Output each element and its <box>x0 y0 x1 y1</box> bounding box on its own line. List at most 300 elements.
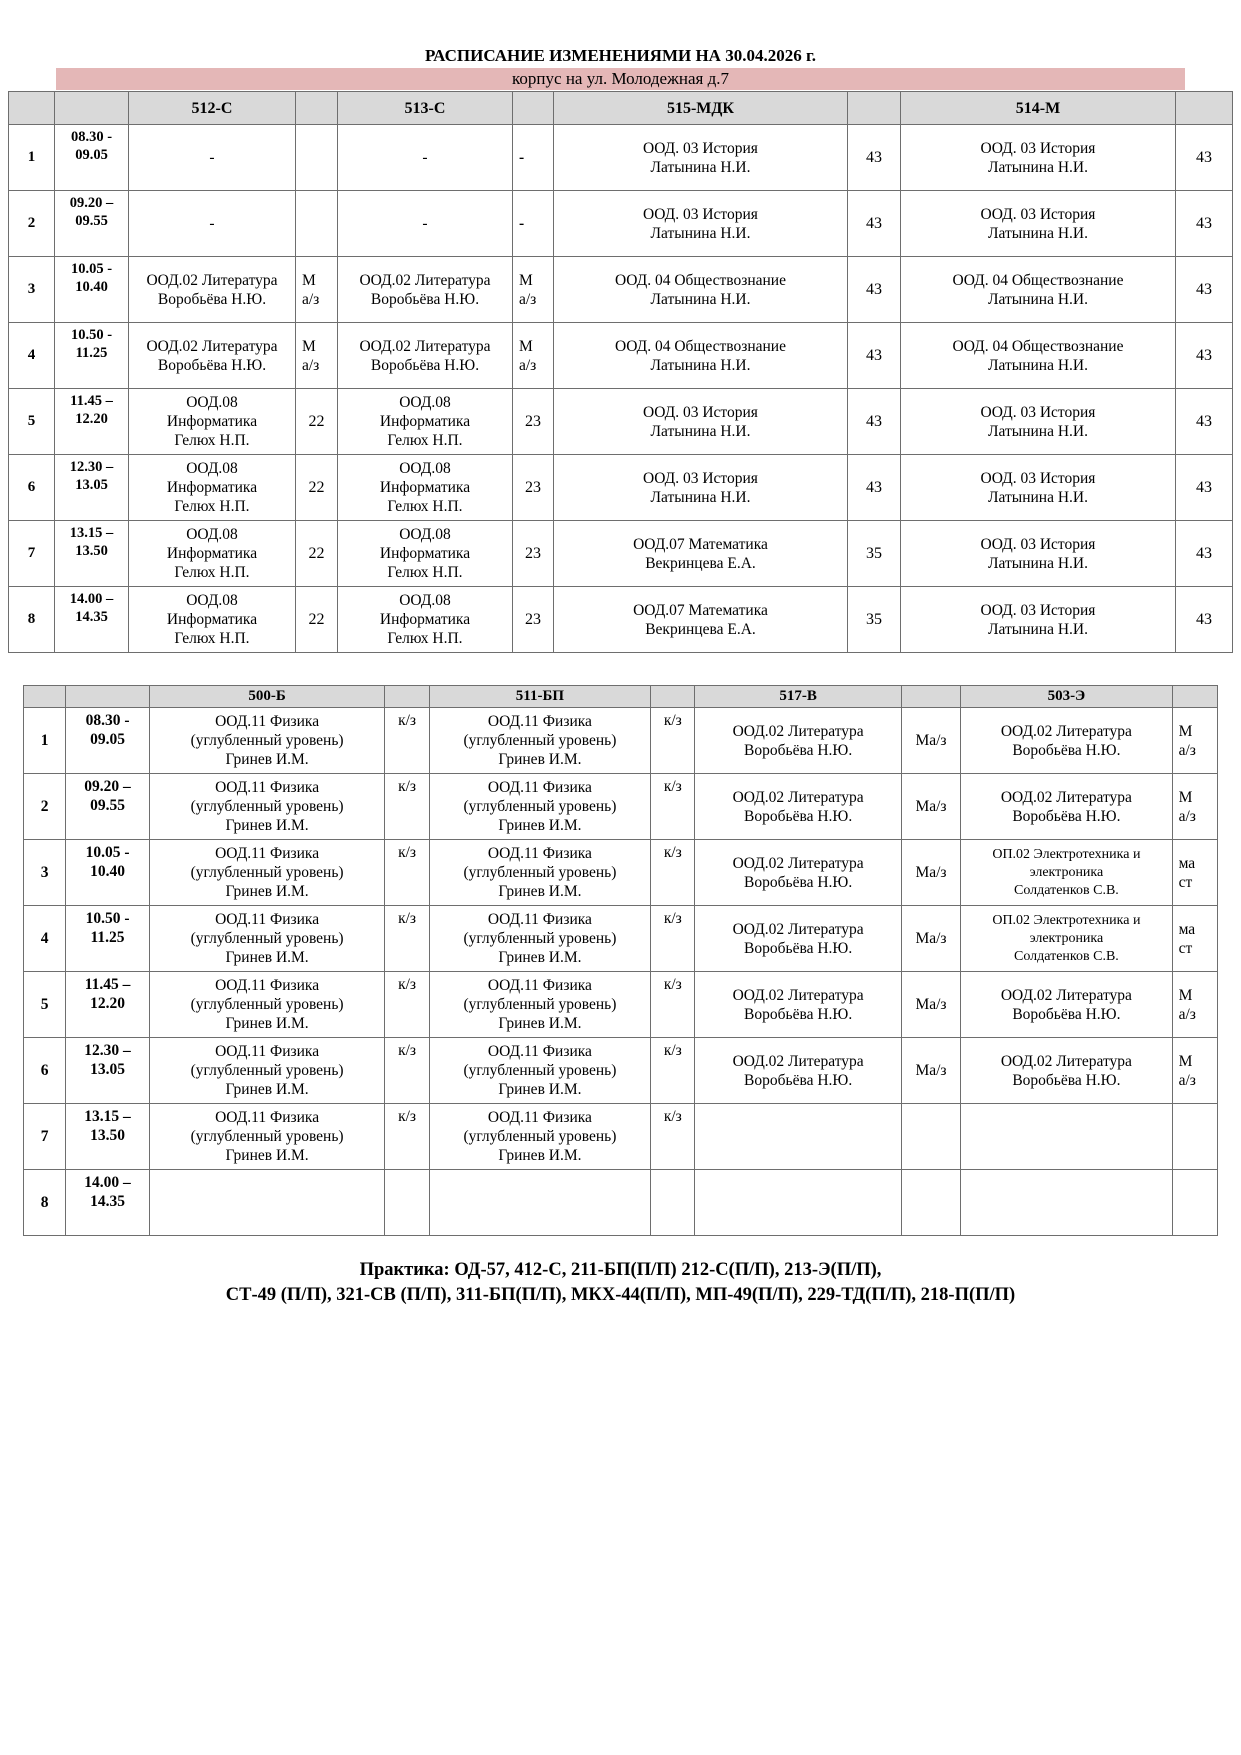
room-line: 43 <box>866 479 882 496</box>
subject-line: (углубленный уровень) <box>190 798 344 815</box>
subject-cell <box>695 840 901 906</box>
room-cell <box>651 906 695 972</box>
group-header: 513-С <box>338 92 513 125</box>
lesson-time <box>66 972 150 1038</box>
time-line: 11.25 <box>75 345 108 361</box>
lesson-number: 6 <box>24 1038 66 1104</box>
subject-line: (углубленный уровень) <box>463 1062 617 1079</box>
room-line: М <box>1178 1052 1193 1070</box>
room-cell <box>296 521 338 587</box>
subject-cell <box>695 972 901 1038</box>
room-line: Ма/з <box>915 996 947 1013</box>
subject-cell <box>129 521 296 587</box>
time-line: 14.35 <box>90 1193 125 1210</box>
subject-line: Гринев И.М. <box>498 949 582 966</box>
room-line: а/з <box>1178 1005 1196 1023</box>
lesson-time <box>55 587 129 653</box>
lesson-number: 5 <box>24 972 66 1038</box>
room-cell <box>848 125 901 191</box>
room-cell <box>385 906 429 972</box>
time-line: 08.30 - <box>85 712 130 729</box>
subject-line: Гелюх Н.П. <box>387 564 463 581</box>
subject-cell <box>149 708 385 774</box>
table-row <box>24 840 1218 906</box>
table-row <box>9 587 1233 653</box>
subject-cell <box>338 455 513 521</box>
subject-cell <box>554 191 848 257</box>
subject-line: Гринев И.М. <box>498 1015 582 1032</box>
room-line: М <box>1178 986 1193 1004</box>
subject-line: Латынина Н.И. <box>650 488 751 506</box>
room-line: 22 <box>308 413 325 430</box>
subject-cell <box>961 972 1172 1038</box>
subject-line: Гринев И.М. <box>225 817 309 834</box>
room-cell <box>651 1104 695 1170</box>
room-cell <box>901 972 960 1038</box>
subject-line: Гелюх Н.П. <box>174 630 250 647</box>
header-room-cell <box>901 686 960 708</box>
subject-line: Воробьёва Н.Ю. <box>1012 1071 1121 1089</box>
subject-cell <box>149 1104 385 1170</box>
header-num-cell <box>9 92 55 125</box>
subject-line: ООД.11 Физика <box>487 911 592 928</box>
room-line: 43 <box>1196 149 1212 166</box>
subject-cell <box>149 840 385 906</box>
subject-line: ООД.02 Литература <box>732 920 864 938</box>
room-cell <box>1176 521 1233 587</box>
subject-line: (углубленный уровень) <box>463 732 617 749</box>
table-row <box>24 774 1218 840</box>
subject-line: ООД. 03 История <box>980 403 1096 421</box>
room-line: М <box>519 271 533 289</box>
subject-cell <box>695 1038 901 1104</box>
header-room-cell <box>1172 686 1217 708</box>
room-cell <box>848 257 901 323</box>
room-line: к/з <box>398 778 417 795</box>
lesson-time <box>55 455 129 521</box>
room-cell <box>1172 1038 1217 1104</box>
room-cell <box>385 1170 429 1236</box>
subject-line: Гринев И.М. <box>225 1147 309 1164</box>
room-cell <box>385 1038 429 1104</box>
table-row <box>24 906 1218 972</box>
subject-line: ООД.08 <box>399 394 451 411</box>
lesson-time <box>66 906 150 972</box>
table-row <box>24 708 1218 774</box>
subject-cell <box>901 389 1176 455</box>
header-room-cell <box>513 92 554 125</box>
subject-line: Гелюх Н.П. <box>387 432 463 449</box>
room-line: 43 <box>866 347 882 364</box>
subject-line: Воробьёва Н.Ю. <box>370 290 480 308</box>
subject-line: Латынина Н.И. <box>650 422 751 440</box>
subject-line: ООД.11 Физика <box>487 845 592 862</box>
subject-line: ООД. 04 Обществознание <box>615 271 786 289</box>
subject-line: (углубленный уровень) <box>463 1128 617 1145</box>
subject-line: Гринев И.М. <box>498 751 582 768</box>
subject-line: ООД.11 Физика <box>487 779 592 796</box>
subject-line: Гелюх Н.П. <box>387 498 463 515</box>
subject-line: Гринев И.М. <box>225 1015 309 1032</box>
time-line: 12.20 <box>90 995 125 1012</box>
subject-cell <box>695 708 901 774</box>
group-header: 503-Э <box>961 686 1172 708</box>
lesson-number: 6 <box>9 455 55 521</box>
room-line: М <box>519 337 533 355</box>
subject-line: ООД.08 <box>399 592 451 609</box>
room-cell <box>513 455 554 521</box>
subject-line: Гелюх Н.П. <box>174 432 250 449</box>
room-line: 43 <box>1196 479 1212 496</box>
room-cell <box>1176 389 1233 455</box>
subject-cell <box>429 774 650 840</box>
subject-line: ОП.02 Электротехника и <box>992 912 1141 928</box>
room-cell <box>1172 1104 1217 1170</box>
subject-line: ООД.02 Литература <box>146 337 278 355</box>
schedule-table-2 <box>23 685 1218 1236</box>
subject-line: Воробьёва Н.Ю. <box>157 290 267 308</box>
subject-line: ООД.02 Литература <box>359 271 491 289</box>
room-cell <box>385 774 429 840</box>
subject-line: ООД.11 Физика <box>487 977 592 994</box>
subject-line: Гелюх Н.П. <box>174 498 250 515</box>
subject-line: Гринев И.М. <box>498 1081 582 1098</box>
room-line: 35 <box>866 611 882 628</box>
room-cell <box>1176 125 1233 191</box>
subject-line: Воробьёва Н.Ю. <box>744 1005 853 1023</box>
table-row <box>9 323 1233 389</box>
subject-line: Латынина Н.И. <box>650 224 751 242</box>
subject-line: ООД.11 Физика <box>215 845 320 862</box>
time-line: 10.40 <box>75 279 108 295</box>
subject-line: ООД. 03 История <box>643 205 758 223</box>
table-row <box>24 972 1218 1038</box>
time-line: 10.50 - <box>70 327 113 343</box>
room-cell <box>513 521 554 587</box>
subject-line: ООД.11 Физика <box>215 977 320 994</box>
room-line: к/з <box>398 1042 417 1059</box>
table-row <box>9 257 1233 323</box>
subject-line: (углубленный уровень) <box>463 930 617 947</box>
subject-cell <box>901 587 1176 653</box>
room-cell <box>385 1104 429 1170</box>
subject-line: Векринцева Е.А. <box>645 554 756 572</box>
lesson-number: 3 <box>9 257 55 323</box>
subject-line: Воробьёва Н.Ю. <box>157 356 267 374</box>
subject-line: (углубленный уровень) <box>463 864 617 881</box>
room-cell <box>1176 455 1233 521</box>
time-line: 10.05 - <box>70 261 113 277</box>
group-header: 511-БП <box>429 686 650 708</box>
room-cell <box>651 1038 695 1104</box>
subject-line: Воробьёва Н.Ю. <box>1012 807 1121 825</box>
subject-cell <box>961 774 1172 840</box>
room-line: 23 <box>525 479 541 496</box>
lesson-number: 5 <box>9 389 55 455</box>
subject-line: Гринев И.М. <box>225 883 309 900</box>
subject-line: ООД.02 Литература <box>732 722 864 740</box>
lesson-time <box>66 774 150 840</box>
subject-cell <box>338 323 513 389</box>
subject-line: ОП.02 Электротехника и <box>992 846 1141 862</box>
subject-line: ООД.11 Физика <box>487 1109 592 1126</box>
time-line: 13.15 – <box>69 525 114 541</box>
lesson-number: 2 <box>9 191 55 257</box>
room-line: Ма/з <box>915 732 947 749</box>
lesson-time <box>66 1038 150 1104</box>
room-line: - <box>519 215 525 232</box>
room-cell <box>513 389 554 455</box>
room-line: к/з <box>398 1108 417 1125</box>
subject-line: Воробьёва Н.Ю. <box>1012 741 1121 759</box>
room-cell <box>513 125 554 191</box>
subject-line: ООД.08 <box>186 526 238 543</box>
subject-cell <box>149 1170 385 1236</box>
subject-cell <box>429 1170 650 1236</box>
room-cell <box>296 455 338 521</box>
lesson-number: 4 <box>24 906 66 972</box>
time-line: 13.15 – <box>84 1108 131 1125</box>
lesson-number: 3 <box>24 840 66 906</box>
time-line: 09.55 <box>90 797 125 814</box>
group-header: 514-М <box>901 92 1176 125</box>
room-line: 35 <box>866 545 882 562</box>
time-line: 13.05 <box>75 477 108 493</box>
time-line: 09.20 – <box>69 195 114 211</box>
lesson-time <box>55 323 129 389</box>
subject-line: ООД.02 Литература <box>732 1052 864 1070</box>
room-line: к/з <box>663 976 682 993</box>
subject-line: Латынина Н.И. <box>988 158 1088 176</box>
room-cell <box>513 587 554 653</box>
table-header-row <box>24 686 1218 708</box>
room-line: к/з <box>398 976 417 993</box>
room-line: а/з <box>302 356 320 374</box>
subject-cell <box>429 708 650 774</box>
room-cell <box>848 191 901 257</box>
lesson-number: 7 <box>9 521 55 587</box>
subject-line: - <box>422 215 428 232</box>
subject-cell <box>129 257 296 323</box>
room-cell <box>385 840 429 906</box>
time-line: 13.50 <box>75 543 108 559</box>
time-line: 10.05 - <box>85 844 130 861</box>
subject-line: ООД.02 Литература <box>359 337 491 355</box>
room-line: 23 <box>525 413 541 430</box>
subject-cell <box>695 1104 901 1170</box>
room-cell <box>1172 1170 1217 1236</box>
subject-cell <box>695 1170 901 1236</box>
room-cell <box>651 840 695 906</box>
room-line: Ма/з <box>915 930 947 947</box>
subject-line: Информатика <box>379 413 471 430</box>
subject-line: ООД.11 Физика <box>215 713 320 730</box>
room-line: М <box>1178 722 1193 740</box>
subject-line: - <box>209 215 215 232</box>
practice-line-1: Практика: ОД-57, 412-С, 211-БП(П/П) 212-С(П/П), 213-Э(П/П), <box>359 1260 882 1280</box>
subject-line: Гринев И.М. <box>498 1147 582 1164</box>
header-room-cell <box>848 92 901 125</box>
subject-cell <box>149 774 385 840</box>
room-cell <box>651 774 695 840</box>
subject-line: ООД.11 Физика <box>215 1043 320 1060</box>
subject-cell <box>961 840 1172 906</box>
subject-cell <box>901 191 1176 257</box>
subject-line: ООД. 03 История <box>643 469 758 487</box>
lesson-time <box>66 840 150 906</box>
subject-line: ООД.11 Физика <box>215 779 320 796</box>
table-row <box>24 1104 1218 1170</box>
room-line: к/з <box>663 1042 682 1059</box>
subject-line: ООД. 03 История <box>980 205 1096 223</box>
lesson-time <box>55 257 129 323</box>
subject-line: ООД. 03 История <box>643 139 758 157</box>
header-room-cell <box>385 686 429 708</box>
subject-line: Воробьёва Н.Ю. <box>744 741 853 759</box>
subject-cell <box>901 323 1176 389</box>
room-line: ма <box>1178 854 1196 872</box>
group-header: 500-Б <box>149 686 385 708</box>
room-line: 22 <box>308 479 325 496</box>
time-line: 13.05 <box>90 1061 125 1078</box>
subject-line: ООД. 03 История <box>980 601 1096 619</box>
room-cell <box>385 972 429 1038</box>
room-line: к/з <box>663 844 682 861</box>
lesson-time <box>55 389 129 455</box>
time-line: 12.30 – <box>84 1042 131 1059</box>
room-line: а/з <box>1178 741 1196 759</box>
header-room-cell <box>1176 92 1233 125</box>
subject-line: ООД.02 Литература <box>1000 986 1132 1004</box>
room-cell <box>651 1170 695 1236</box>
subject-cell <box>149 906 385 972</box>
building-subtitle: корпус на ул. Молодежная д.7 <box>56 68 1185 90</box>
subject-cell <box>554 323 848 389</box>
subject-cell <box>554 389 848 455</box>
lesson-number: 4 <box>9 323 55 389</box>
room-line: 22 <box>308 545 325 562</box>
time-line: 09.05 <box>75 147 108 163</box>
subject-cell <box>961 906 1172 972</box>
group-header: 517-В <box>695 686 901 708</box>
time-line: 11.25 <box>90 929 125 946</box>
room-cell <box>651 708 695 774</box>
subject-line: ООД.11 Физика <box>215 911 320 928</box>
subject-cell <box>129 125 296 191</box>
subject-cell <box>429 906 650 972</box>
time-line: 09.05 <box>90 731 125 748</box>
subject-line: Информатика <box>379 479 471 496</box>
room-cell <box>848 323 901 389</box>
subject-cell <box>961 1104 1172 1170</box>
header-time-cell <box>55 92 129 125</box>
room-cell <box>901 1170 960 1236</box>
subject-cell <box>901 455 1176 521</box>
subject-line: (углубленный уровень) <box>190 996 344 1013</box>
room-line: к/з <box>663 778 682 795</box>
subject-cell <box>338 521 513 587</box>
room-line: 43 <box>866 281 882 298</box>
room-cell <box>901 708 960 774</box>
room-cell <box>1172 774 1217 840</box>
subject-line: Воробьёва Н.Ю. <box>370 356 480 374</box>
room-cell <box>848 455 901 521</box>
subject-line: Векринцева Е.А. <box>645 620 756 638</box>
subject-line: Латынина Н.И. <box>988 422 1088 440</box>
table-row <box>9 191 1233 257</box>
subject-line: ООД. 03 История <box>980 139 1096 157</box>
subject-cell <box>129 587 296 653</box>
subject-cell <box>338 257 513 323</box>
subject-line: Латынина Н.И. <box>650 356 751 374</box>
subject-line: (углубленный уровень) <box>463 798 617 815</box>
subject-cell <box>961 1170 1172 1236</box>
subject-line: Воробьёва Н.Ю. <box>744 1071 853 1089</box>
subject-line: Информатика <box>166 479 258 496</box>
subject-line: Воробьёва Н.Ю. <box>744 939 853 957</box>
time-line: 09.20 – <box>84 778 131 795</box>
subject-cell <box>554 125 848 191</box>
table-row <box>24 1170 1218 1236</box>
table-header-row <box>9 92 1233 125</box>
subject-line: ООД. 04 Обществознание <box>615 337 786 355</box>
room-line: к/з <box>663 712 682 729</box>
subject-line: ООД. 04 Обществознание <box>952 337 1124 355</box>
subject-line: (углубленный уровень) <box>190 930 344 947</box>
room-cell <box>1176 257 1233 323</box>
subject-line: Гринев И.М. <box>225 751 309 768</box>
subject-line: ООД.08 <box>186 460 238 477</box>
room-cell <box>296 125 338 191</box>
subject-line: ООД.02 Литература <box>732 986 864 1004</box>
room-cell <box>1176 587 1233 653</box>
subject-cell <box>961 708 1172 774</box>
time-line: 10.40 <box>90 863 125 880</box>
subject-cell <box>129 455 296 521</box>
subject-cell <box>695 906 901 972</box>
subject-line: ООД. 03 История <box>980 535 1096 553</box>
time-line: 13.50 <box>90 1127 125 1144</box>
subject-line: (углубленный уровень) <box>190 732 344 749</box>
subject-cell <box>901 521 1176 587</box>
room-line: 43 <box>866 413 882 430</box>
time-line: 14.35 <box>75 609 108 625</box>
lesson-time <box>66 1170 150 1236</box>
room-cell <box>901 1038 960 1104</box>
subject-line: Информатика <box>166 545 258 562</box>
lesson-time <box>66 1104 150 1170</box>
table-row <box>24 1038 1218 1104</box>
subject-line: Гринев И.М. <box>225 949 309 966</box>
room-cell <box>1176 191 1233 257</box>
header-time-cell <box>66 686 150 708</box>
room-line: Ма/з <box>915 798 947 815</box>
subject-line: Латынина Н.И. <box>988 554 1088 572</box>
subject-line: Гринев И.М. <box>225 1081 309 1098</box>
subject-line: ООД.02 Литература <box>732 788 864 806</box>
time-line: 09.55 <box>75 213 108 229</box>
subject-line: (углубленный уровень) <box>190 864 344 881</box>
room-cell <box>296 323 338 389</box>
subject-line: Воробьёва Н.Ю. <box>1012 1005 1121 1023</box>
room-cell <box>296 257 338 323</box>
room-line: - <box>519 149 525 166</box>
subject-line: Гелюх Н.П. <box>174 564 250 581</box>
room-cell <box>1176 323 1233 389</box>
subject-line: ООД.08 <box>399 526 451 543</box>
lesson-time <box>66 708 150 774</box>
room-cell <box>901 840 960 906</box>
